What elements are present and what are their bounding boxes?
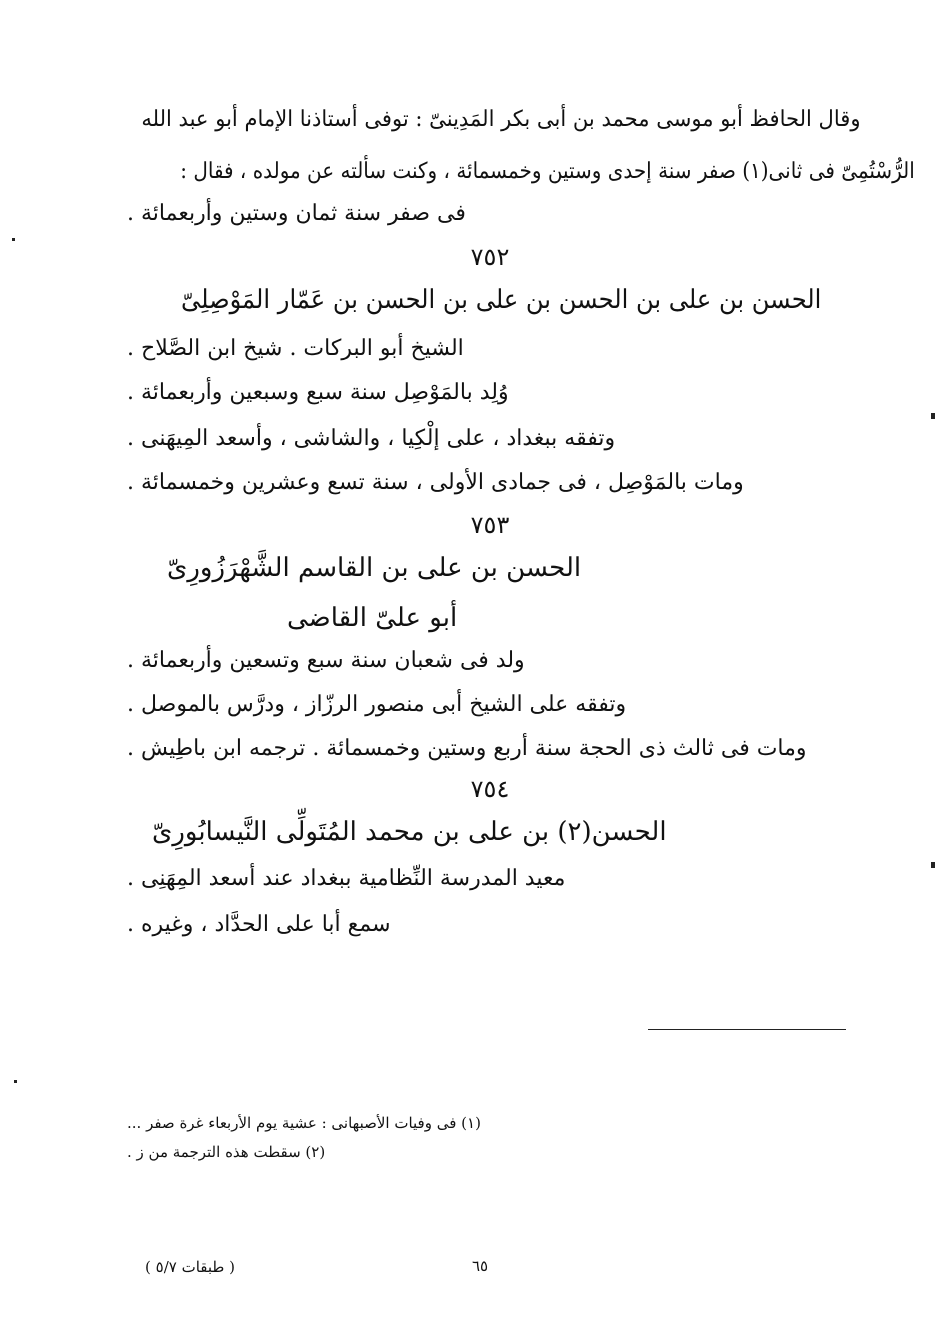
intro-line-2: الرُّسْتُمِىّ فى ثانى(١) صفر سنة إحدى وستين وخمسمائة ، وكنت سألته عن مولده ، فقال : — [180, 159, 915, 184]
entry-number: ٧٥٤ — [470, 775, 510, 803]
intro-line-1: وقال الحافظ أبو موسى محمد بن أبى بكر المَدِينىّ : توفى أستاذنا الإمام أبو عبد الله — [141, 107, 861, 132]
footnote: (١) فى وفيات الأصبهانى : عشية يوم الأربعاء غرة صفر ... — [127, 1114, 481, 1132]
entry-line: ولد فى شعبان سنة سبع وتسعين وأربعمائة . — [127, 648, 525, 673]
footnote-separator — [648, 1029, 846, 1030]
entry-subtitle: أبو علىّ القاضى — [287, 603, 458, 633]
margin-dot — [931, 413, 935, 419]
entry-line: الشيخ أبو البركات . شيخ ابن الصَّلاح . — [127, 336, 464, 361]
entry-line: وتفقه ببغداد ، على إلْكِيا ، والشاشى ، وأسعد المِيهَنى . — [127, 426, 616, 451]
entry-line: وتفقه على الشيخ أبى منصور الرزّاز ، ودرَّس بالموصل . — [127, 692, 627, 717]
entry-line: سمع أبا على الحدَّاد ، وغيره . — [127, 912, 391, 937]
margin-dot — [12, 238, 15, 241]
entry-heading: الحسن بن على بن الحسن بن على بن الحسن بن عَمّار المَوْصِلِىّ — [180, 285, 822, 315]
page-number: ٦٥ — [471, 1257, 489, 1275]
intro-line-3: فى صفر سنة ثمان وستين وأربعمائة . — [127, 201, 466, 226]
entry-line: ومات بالمَوْصِل ، فى جمادى الأولى ، سنة تسع وعشرين وخمسمائة . — [127, 470, 744, 495]
footnote: (٢) سقطت هذه الترجمة من ز . — [127, 1143, 326, 1161]
entry-number: ٧٥٣ — [470, 511, 510, 539]
entry-heading: الحسن بن على بن القاسم الشَّهْرَزُورِىّ — [167, 553, 582, 583]
margin-dot — [14, 1080, 17, 1083]
margin-dot — [931, 862, 935, 868]
entry-heading: الحسن(٢) بن على بن محمد المُتَولِّى النَّيسابُورِىّ — [152, 817, 667, 847]
entry-line: وُلِد بالمَوْصِل سنة سبع وسبعين وأربعمائة . — [127, 380, 509, 405]
entry-number: ٧٥٢ — [470, 243, 510, 271]
entry-line: ومات فى ثالث ذى الحجة سنة أربع وستين وخمسمائة . ترجمه ابن باطِيش . — [127, 736, 807, 761]
entry-line: معيد المدرسة النِّظامية ببغداد عند أسعد المِهَنِى . — [127, 866, 566, 891]
signature-mark: ( طبقات ٥/٧ ) — [145, 1258, 235, 1276]
